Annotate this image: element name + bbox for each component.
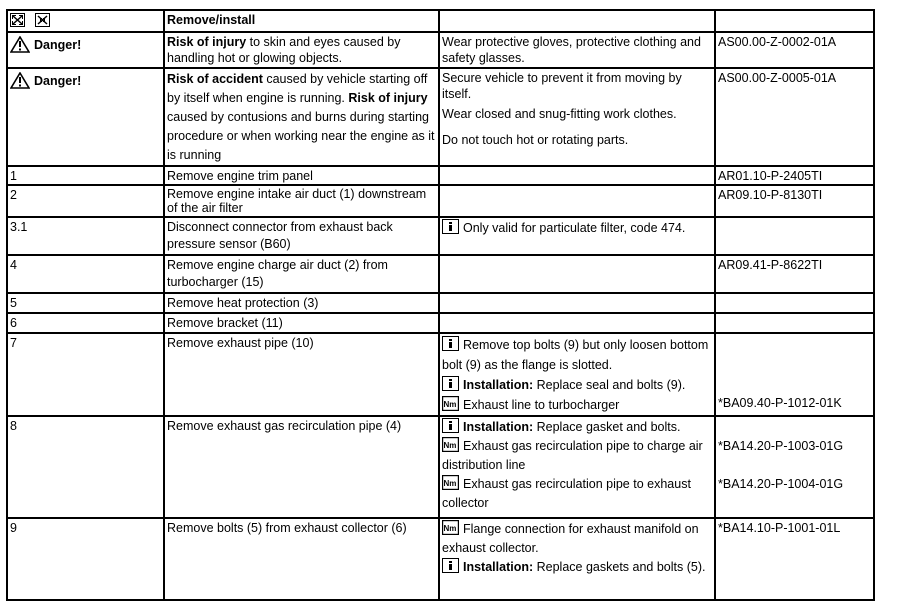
step-note: Only valid for particulate filter, code 474. — [463, 221, 686, 235]
info-icon — [442, 418, 459, 433]
step-row — [7, 255, 874, 293]
header-icons-cell — [7, 10, 164, 32]
torque-nm-icon — [442, 396, 459, 411]
step-action: Remove engine intake air duct (1) downstream of the air filter — [164, 185, 439, 217]
risk-bold: Risk of injury — [167, 35, 247, 49]
risk-text: caused by vehicle starting off by itself when engine is running. — [167, 72, 428, 105]
measure-line: Do not touch hot or rotating parts. — [442, 133, 629, 147]
step-row — [7, 293, 874, 313]
step-row — [7, 217, 874, 255]
step-action: Remove engine trim panel — [164, 166, 439, 185]
measure-line: Secure vehicle to prevent it from moving by itself. — [442, 71, 682, 101]
step-row — [7, 518, 874, 600]
info-icon — [442, 336, 459, 351]
step-number: 8 — [7, 416, 164, 518]
step-ref[interactable]: *BA14.20-P-1004-01G — [718, 477, 844, 491]
info-icon — [442, 558, 459, 573]
step-ref[interactable]: *BA14.20-P-1003-01G — [718, 439, 844, 453]
warning-icon — [10, 72, 30, 89]
step-number: 1 — [7, 166, 164, 185]
note-line: Installation: Replace gaskets and bolts (5). — [442, 558, 712, 577]
collapse-icon[interactable] — [35, 13, 50, 27]
step-action: Remove exhaust pipe (10) — [164, 333, 439, 416]
danger-ref[interactable]: AS00.00-Z-0002-01A — [715, 32, 874, 68]
danger-label-text: Danger! — [34, 37, 82, 52]
danger-label — [10, 34, 161, 53]
expand-icon[interactable] — [10, 13, 25, 27]
step-action: Remove bolts (5) from exhaust collector (6) — [164, 518, 439, 600]
risk-text: to skin and eyes caused by handling hot or glowing objects. — [167, 35, 401, 65]
step-row — [7, 416, 874, 518]
warning-icon — [10, 36, 30, 53]
header-empty-ref-cell — [715, 10, 874, 32]
step-row — [7, 166, 874, 185]
torque-nm-icon — [442, 475, 459, 490]
risk-bold-2: Risk of injury — [348, 91, 428, 105]
step-action: Remove bracket (11) — [164, 313, 439, 333]
step-action: Remove heat protection (3) — [164, 293, 439, 313]
danger-label-text: Danger! — [34, 73, 82, 88]
step-number: 3.1 — [7, 217, 164, 255]
step-number: 6 — [7, 313, 164, 333]
step-row — [7, 313, 874, 333]
danger-risk — [164, 32, 439, 68]
torque-nm-icon — [442, 520, 459, 535]
danger-label — [10, 70, 161, 89]
header-empty-cell — [439, 10, 715, 32]
step-number: 5 — [7, 293, 164, 313]
svg-text:Nm: Nm — [443, 441, 457, 450]
info-icon — [442, 376, 459, 391]
step-action: Remove engine charge air duct (2) from turbocharger (15) — [164, 255, 439, 293]
info-icon — [442, 219, 459, 234]
procedure-table — [6, 9, 875, 601]
step-row — [7, 185, 874, 217]
note-line: Nm Flange connection for exhaust manifold on exhaust collector. — [442, 522, 699, 555]
step-row — [7, 333, 874, 416]
measure-line: Wear closed and snug-fitting work clothes. — [442, 107, 677, 121]
note-line: Installation: Replace gasket and bolts. — [442, 418, 712, 437]
note-line: Nm Exhaust line to turbocharger — [443, 398, 620, 412]
note-line: Installation: Replace seal and bolts (9). — [442, 375, 712, 395]
step-number: 4 — [7, 255, 164, 293]
step-number: 7 — [7, 333, 164, 416]
step-ref[interactable]: AR09.10-P-8130TI — [715, 185, 874, 217]
step-number: 9 — [7, 518, 164, 600]
step-number: 2 — [7, 185, 164, 217]
header-row — [7, 10, 874, 32]
step-ref[interactable]: *BA09.40-P-1012-01K — [718, 396, 842, 410]
step-action: Disconnect connector from exhaust back pressure sensor (B60) — [164, 217, 439, 255]
svg-text:Nm: Nm — [443, 524, 457, 533]
step-action: Remove exhaust gas recirculation pipe (4) — [164, 416, 439, 518]
danger-measure: Wear protective gloves, protective clothing and safety glasses. — [439, 32, 715, 68]
note-line: Nm Exhaust gas recirculation pipe to charge air distribution line — [442, 439, 703, 472]
danger-risk — [164, 68, 439, 166]
risk-text-2: caused by contusions and burns during starting procedure or when working near the engine as it is running — [167, 110, 435, 162]
danger-row — [7, 32, 874, 68]
svg-text:Nm: Nm — [443, 400, 457, 409]
step-ref[interactable]: AR09.41-P-8622TI — [715, 255, 874, 293]
step-ref[interactable]: AR01.10-P-2405TI — [715, 166, 874, 185]
header-title: Remove/install — [164, 10, 439, 32]
danger-measures — [439, 68, 715, 166]
torque-nm-icon — [442, 437, 459, 452]
svg-text:Nm: Nm — [443, 479, 457, 488]
danger-ref[interactable]: AS00.00-Z-0005-01A — [715, 68, 874, 166]
danger-row — [7, 68, 874, 166]
step-ref[interactable]: *BA14.10-P-1001-01L — [718, 521, 841, 535]
note-line: Nm Exhaust gas recirculation pipe to exhaust collector — [442, 477, 691, 510]
note-line: Remove top bolts (9) but only loosen bottom bolt (9) as the flange is slotted. — [442, 338, 709, 372]
risk-bold: Risk of accident — [167, 72, 263, 86]
